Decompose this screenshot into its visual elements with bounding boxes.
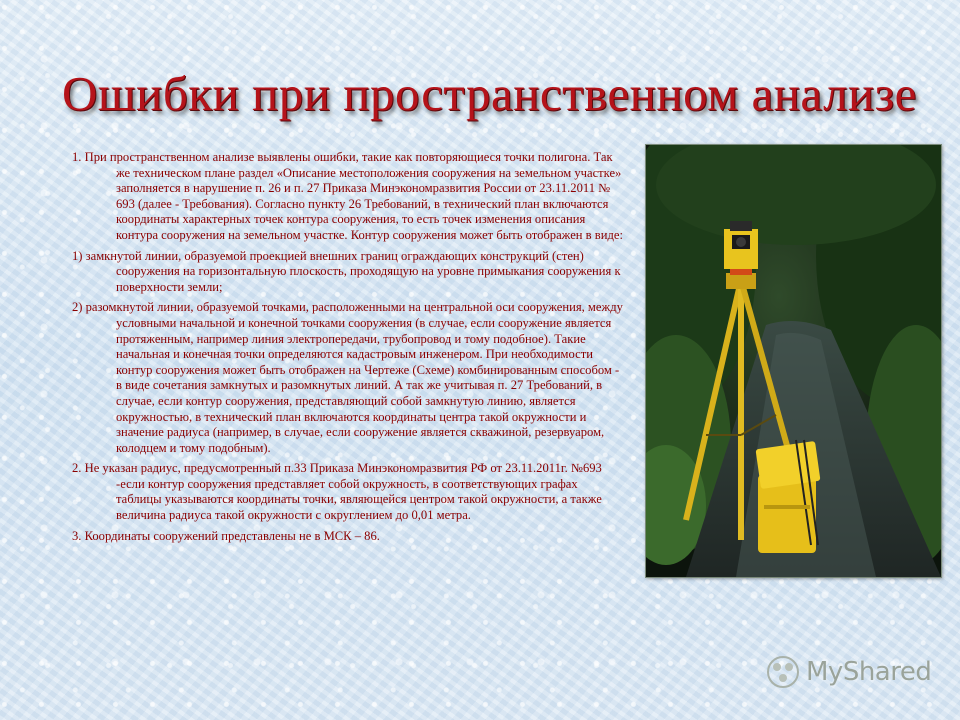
paragraph-5: 3. Координаты сооружений представлены не в МСК – 86. [72, 528, 380, 543]
watermark-text: MyShared [806, 657, 932, 687]
paragraph-1: 1. При пространственном анализе выявлены ошибки, такие как повторяющиеся точки полигона. Так же техническом плане раздел «Описание местоположения сооружения на земельном участке» заполняется в нарушение п. 26 и п. 27 Приказа Минэкономразвития России от 23.11.2011 № 693 (далее - Требования). Согласно пункту 26 Требований, в технический план включаются координаты характерных точек контура сооружения, то есть точек изменения описания контура сооружения на земельном участке. Контур сооружения может быть отображен в виде: [72, 150, 623, 242]
myshared-logo-icon [766, 655, 800, 689]
slide-body [72, 150, 624, 549]
tripod-photo-illustration [646, 145, 941, 577]
surveying-equipment-photo [645, 144, 942, 578]
slide-title: Ошибки при пространственном анализе [62, 66, 917, 121]
paragraph-4: 2. Не указан радиус, предусмотренный п.33 Приказа Минэкономразвития РФ от 23.11.2011г. №693 -если контур сооружения представляет собой окружность, в соответствующих графах таблицы указываются координаты точки, являющейся центром такой окружности, а также величина радиуса такой окружности с округлением до 0,01 метра. [72, 461, 602, 523]
paragraph-3: 2) разомкнутой линии, образуемой точками, расположенными на центральной оси сооружения, между условными начальной и конечной точками сооружения (в случае, если сооружение является протяженным, например линия электропередачи, трубопровод и тому подобное). Такие начальная и конечная точки определяются кадастровым инженером. При необходимости контур сооружения может быть отображен на Чертеже (Схеме) комбинированным способом - в виде сочетания замкнутых и разомкнутых линий. А так же учитывая п. 27 Требований, в случае, если контур сооружения, представляющий собой замкнутую линию, является окружностью, в технический план включаются координаты центра такой окружности и значение радиуса (например, в случае, если сооружение является скважиной, резервуаром, колодцем и тому подобным). [72, 300, 623, 455]
myshared-watermark [766, 655, 931, 689]
paragraph-2: 1) замкнутой линии, образуемой проекцией внешних границ ограждающих конструкций (стен) сооружения на горизонтальную плоскость, проходящую на уровне примыкания сооружения к поверхности земли; [72, 248, 621, 294]
